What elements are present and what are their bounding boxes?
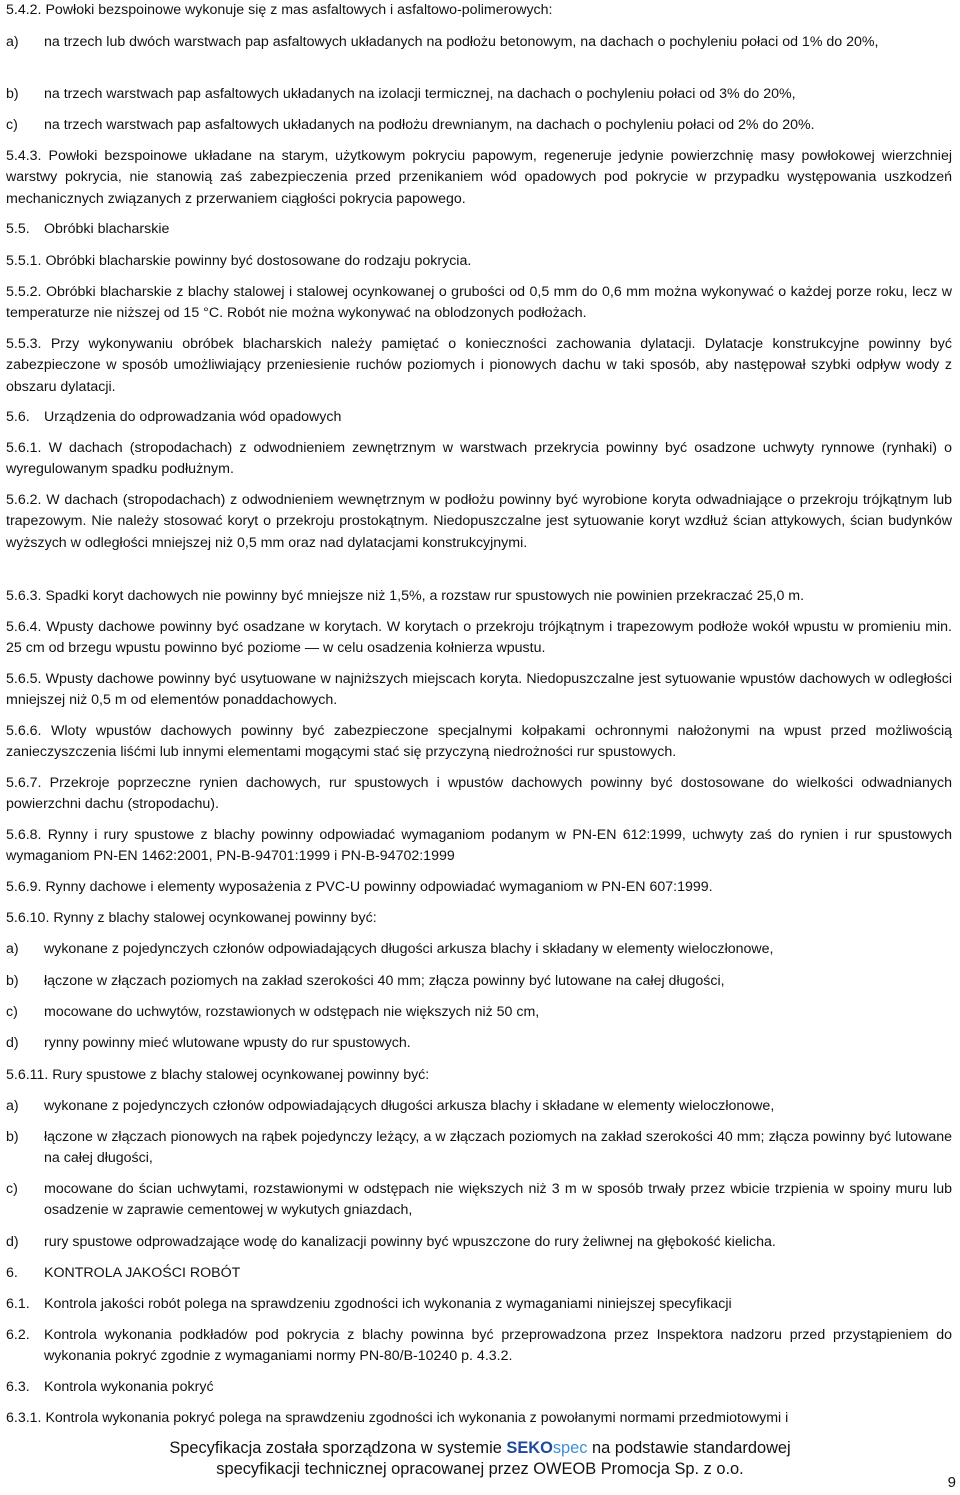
item-text: rury spustowe odprowadzające wodę do kanalizacji powinny być wpuszczone do rury żeliwnej na głębokość kielicha. <box>44 1234 776 1250</box>
section-heading <box>6 1377 952 1398</box>
list-item <box>6 1127 952 1170</box>
footer-line-2: specyfikacji technicznej opracowanej przez OWEOB Promocja Sp. z o.o. <box>216 1460 744 1478</box>
section-heading <box>6 1294 952 1315</box>
item-text: Urządzenia do odprowadzania wód opadowych <box>44 409 342 425</box>
item-label: d) <box>6 1234 19 1250</box>
paragraph: 5.5.2. Obróbki blacharskie z blachy stalowej i stalowej ocynkowanej o grubości od 0,5 mm do 0,6 mm można wykonywać o każdej porze roku, lecz w temperaturze nie niższej od 15 °C. Robót nie można wykonywać na oblodzonych podłożach. <box>6 284 952 322</box>
section-heading <box>6 1263 952 1284</box>
paragraph: 5.6.9. Rynny dachowe i elementy wyposażenia z PVC-U powinny odpowiadać wymaganiom w PN-EN 607:1999. <box>6 879 713 895</box>
item-text: mocowane do uchwytów, rozstawionych w odstępach nie większych niż 50 cm, <box>44 1004 540 1020</box>
item-label: a) <box>6 1098 19 1114</box>
list-item <box>6 32 952 53</box>
paragraph: 5.6.6. Wloty wpustów dachowych powinny być zabezpieczone specjalnymi kołpakami ochronnymi nałożonymi na wpust przed możliwością zanieczyszczenia liśćmi lub innymi elementami mogącymi stać się przyczyną niedrożności rur spustowych. <box>6 723 952 761</box>
paragraph: 5.4.3. Powłoki bezspoinowe układane na starym, użytkowym pokryciu papowym, regeneruje jedynie powierzchnię masy powłokowej wierzchniej warstwy pokrycia, nie stanowią zaś zabezpieczenia przed przenikaniem wód opadowych pod pokrycie w przypadku występowania uszkodzeń mechanicznych związanych z przerwaniem ciągłości pokrycia papowego. <box>6 148 952 207</box>
item-text: KONTROLA JAKOŚCI ROBÓT <box>44 1265 241 1281</box>
paragraph: 5.6.1. W dachach (stropodachach) z odwodnieniem zewnętrznym w warstwach przekrycia powinny być osadzone uchwyty rynnowe (rynhaki) o wyregulowanym spadku podłużnym. <box>6 440 952 478</box>
page-footer <box>0 1438 960 1480</box>
item-label: c) <box>6 1181 18 1197</box>
paragraph: 5.6.2. W dachach (stropodachach) z odwodnieniem wewnętrznym w podłożu powinny być wyrobione koryta odwadniające o przekroju trójkątnym lub trapezowym. Nie należy stosować koryt o przekroju prostokątnym. Niedopuszczalne jest sytuowanie koryt wzdłuż ścian attykowych, ścian budynków wyższych w odległości mniejszej niż 0,5 mm oraz nad dylatacjami konstrukcyjnymi. <box>6 492 952 551</box>
footer-text-before: Specyfikacja została sporządzona w systemie <box>169 1439 502 1457</box>
footer-text-after: na podstawie standardowej <box>592 1439 791 1457</box>
footer-line-1 <box>0 1438 960 1459</box>
item-label: 6.3. <box>6 1379 30 1395</box>
item-text: wykonane z pojedynczych członów odpowiadających długości arkusza blachy i składany w elementy wieloczłonowe, <box>44 941 774 957</box>
paragraph: 5.6.3. Spadki koryt dachowych nie powinny być mniejsze niż 1,5%, a rozstaw rur spustowych nie powinien przekraczać 25,0 m. <box>6 588 805 604</box>
paragraph: 5.6.5. Wpusty dachowe powinny być usytuowane w najniższych miejscach koryta. Niedopuszczalne jest sytuowanie wpustów dachowych w odległości mniejszej niż 0,5 m od elementów ponaddachowych. <box>6 671 952 709</box>
paragraph: 5.5.1. Obróbki blacharskie powinny być dostosowane do rodzaju pokrycia. <box>6 253 472 269</box>
item-text: Obróbki blacharskie <box>44 221 170 237</box>
list-item <box>6 1325 952 1368</box>
list-item <box>6 971 952 992</box>
item-label: b) <box>6 973 19 989</box>
sekospec-logo <box>506 1439 587 1457</box>
logo-light-part: spec <box>552 1439 588 1457</box>
item-text: mocowane do ścian uchwytami, rozstawionymi w odstępach nie większych niż 3 m w sposób trwały przez wbicie trzpienia w spoiny muru lub osadzenie w zaprawie cementowej w wykutych gniazdach, <box>44 1181 952 1219</box>
item-label: d) <box>6 1035 19 1051</box>
list-item <box>6 1033 952 1054</box>
item-text: Kontrola wykonania podkładów pod pokrycia z blachy powinna być przeprowadzona przez Inspektora nadzoru przed przystąpieniem do wykonania pokryć zgodnie z wymaganiami normy PN-80/B-10240 p. 4.3.2. <box>44 1327 952 1365</box>
paragraph: 5.4.2. Powłoki bezspoinowe wykonuje się z mas asfaltowych i asfaltowo-polimerowych: <box>6 2 553 18</box>
item-text: Kontrola wykonania pokryć <box>44 1379 214 1395</box>
section-heading <box>6 219 952 240</box>
item-label: 6.2. <box>6 1327 30 1343</box>
item-text: Kontrola jakości robót polega na sprawdzeniu zgodności ich wykonania z wymaganiami niniejszej specyfikacji <box>44 1296 732 1312</box>
paragraph: 5.6.8. Rynny i rury spustowe z blachy powinny odpowiadać wymaganiom podanym w PN-EN 612:1999, uchwyty zaś do rynien i rur spustowych wymaganiom PN-EN 1462:2001, PN-B-94701:1999 i PN-B-94702:1999 <box>6 827 952 865</box>
paragraph: 5.6.4. Wpusty dachowe powinny być osadzane w korytach. W korytach o przekroju trójkątnym i trapezowym podłoże wokół wpustu w promieniu min. 25 cm od brzegu wpustu powinno być poziome — w celu osadzenia kołnierza wpustu. <box>6 619 952 657</box>
paragraph: 5.6.7. Przekroje poprzeczne rynien dachowych, rur spustowych i wpustów dachowych powinny być dostosowane do wielkości odwadnianych powierzchni dachu (stropodachu). <box>6 775 952 813</box>
paragraph: 5.5.3. Przy wykonywaniu obróbek blacharskich należy pamiętać o konieczności zachowania dylatacji. Dylatacje konstrukcyjne powinny być zabezpieczone w sposób umożliwiający przeniesienie ruchów poziomych i pionowych dachu w taki sposób, aby następował szybki odpływ wody z obszaru dylatacji. <box>6 336 952 395</box>
item-label: 5.6. <box>6 409 30 425</box>
item-label: 5.5. <box>6 221 30 237</box>
item-label: 6. <box>6 1265 18 1281</box>
item-label: 6.1. <box>6 1296 30 1312</box>
list-item <box>6 1096 952 1117</box>
paragraph: 6.3.1. Kontrola wykonania pokryć polega na sprawdzeniu zgodności ich wykonania z powołanymi normami przedmiotowymi i <box>6 1410 789 1426</box>
item-text: łączone w złączach pionowych na rąbek pojedynczy leżący, a w złączach poziomych na zakład szerokości 40 mm; złącza powinny być lutowane na całej długości, <box>44 1129 952 1167</box>
paragraph: 5.6.10. Rynny z blachy stalowej ocynkowanej powinny być: <box>6 910 377 926</box>
item-text: łączone w złączach poziomych na zakład szerokości 40 mm; złącza powinny być lutowane na całej długości, <box>44 973 725 989</box>
list-item <box>6 1002 952 1023</box>
list-item <box>6 939 952 960</box>
list-item <box>6 1232 952 1253</box>
item-text: wykonane z pojedynczych członów odpowiadających długości arkusza blachy i składane w elementy wieloczłonowe, <box>44 1098 775 1114</box>
item-label: a) <box>6 941 19 957</box>
item-text: na trzech warstwach pap asfaltowych układanych na podłożu drewnianym, na dachach o pochyleniu połaci od 2% do 20%. <box>44 117 815 133</box>
list-item <box>6 1179 952 1222</box>
section-heading <box>6 407 952 428</box>
item-label: c) <box>6 117 18 133</box>
list-item <box>6 84 952 105</box>
paragraph: 5.6.11. Rury spustowe z blachy stalowej ocynkowanej powinny być: <box>6 1067 430 1083</box>
list-item <box>6 115 952 136</box>
item-text: rynny powinny mieć wlutowane wpusty do rur spustowych. <box>44 1035 411 1051</box>
logo-bold-part: SEKO <box>506 1439 553 1457</box>
item-text: na trzech lub dwóch warstwach pap asfaltowych układanych na podłożu betonowym, na dachach o pochyleniu połaci od 1% do 20%, <box>44 34 879 50</box>
item-label: a) <box>6 34 19 50</box>
item-text: na trzech warstwach pap asfaltowych układanych na izolacji termicznej, na dachach o pochyleniu połaci od 3% do 20%, <box>44 86 796 102</box>
item-label: b) <box>6 1129 19 1145</box>
item-label: b) <box>6 86 19 102</box>
item-label: c) <box>6 1004 18 1020</box>
page-number: 9 <box>947 1474 956 1491</box>
